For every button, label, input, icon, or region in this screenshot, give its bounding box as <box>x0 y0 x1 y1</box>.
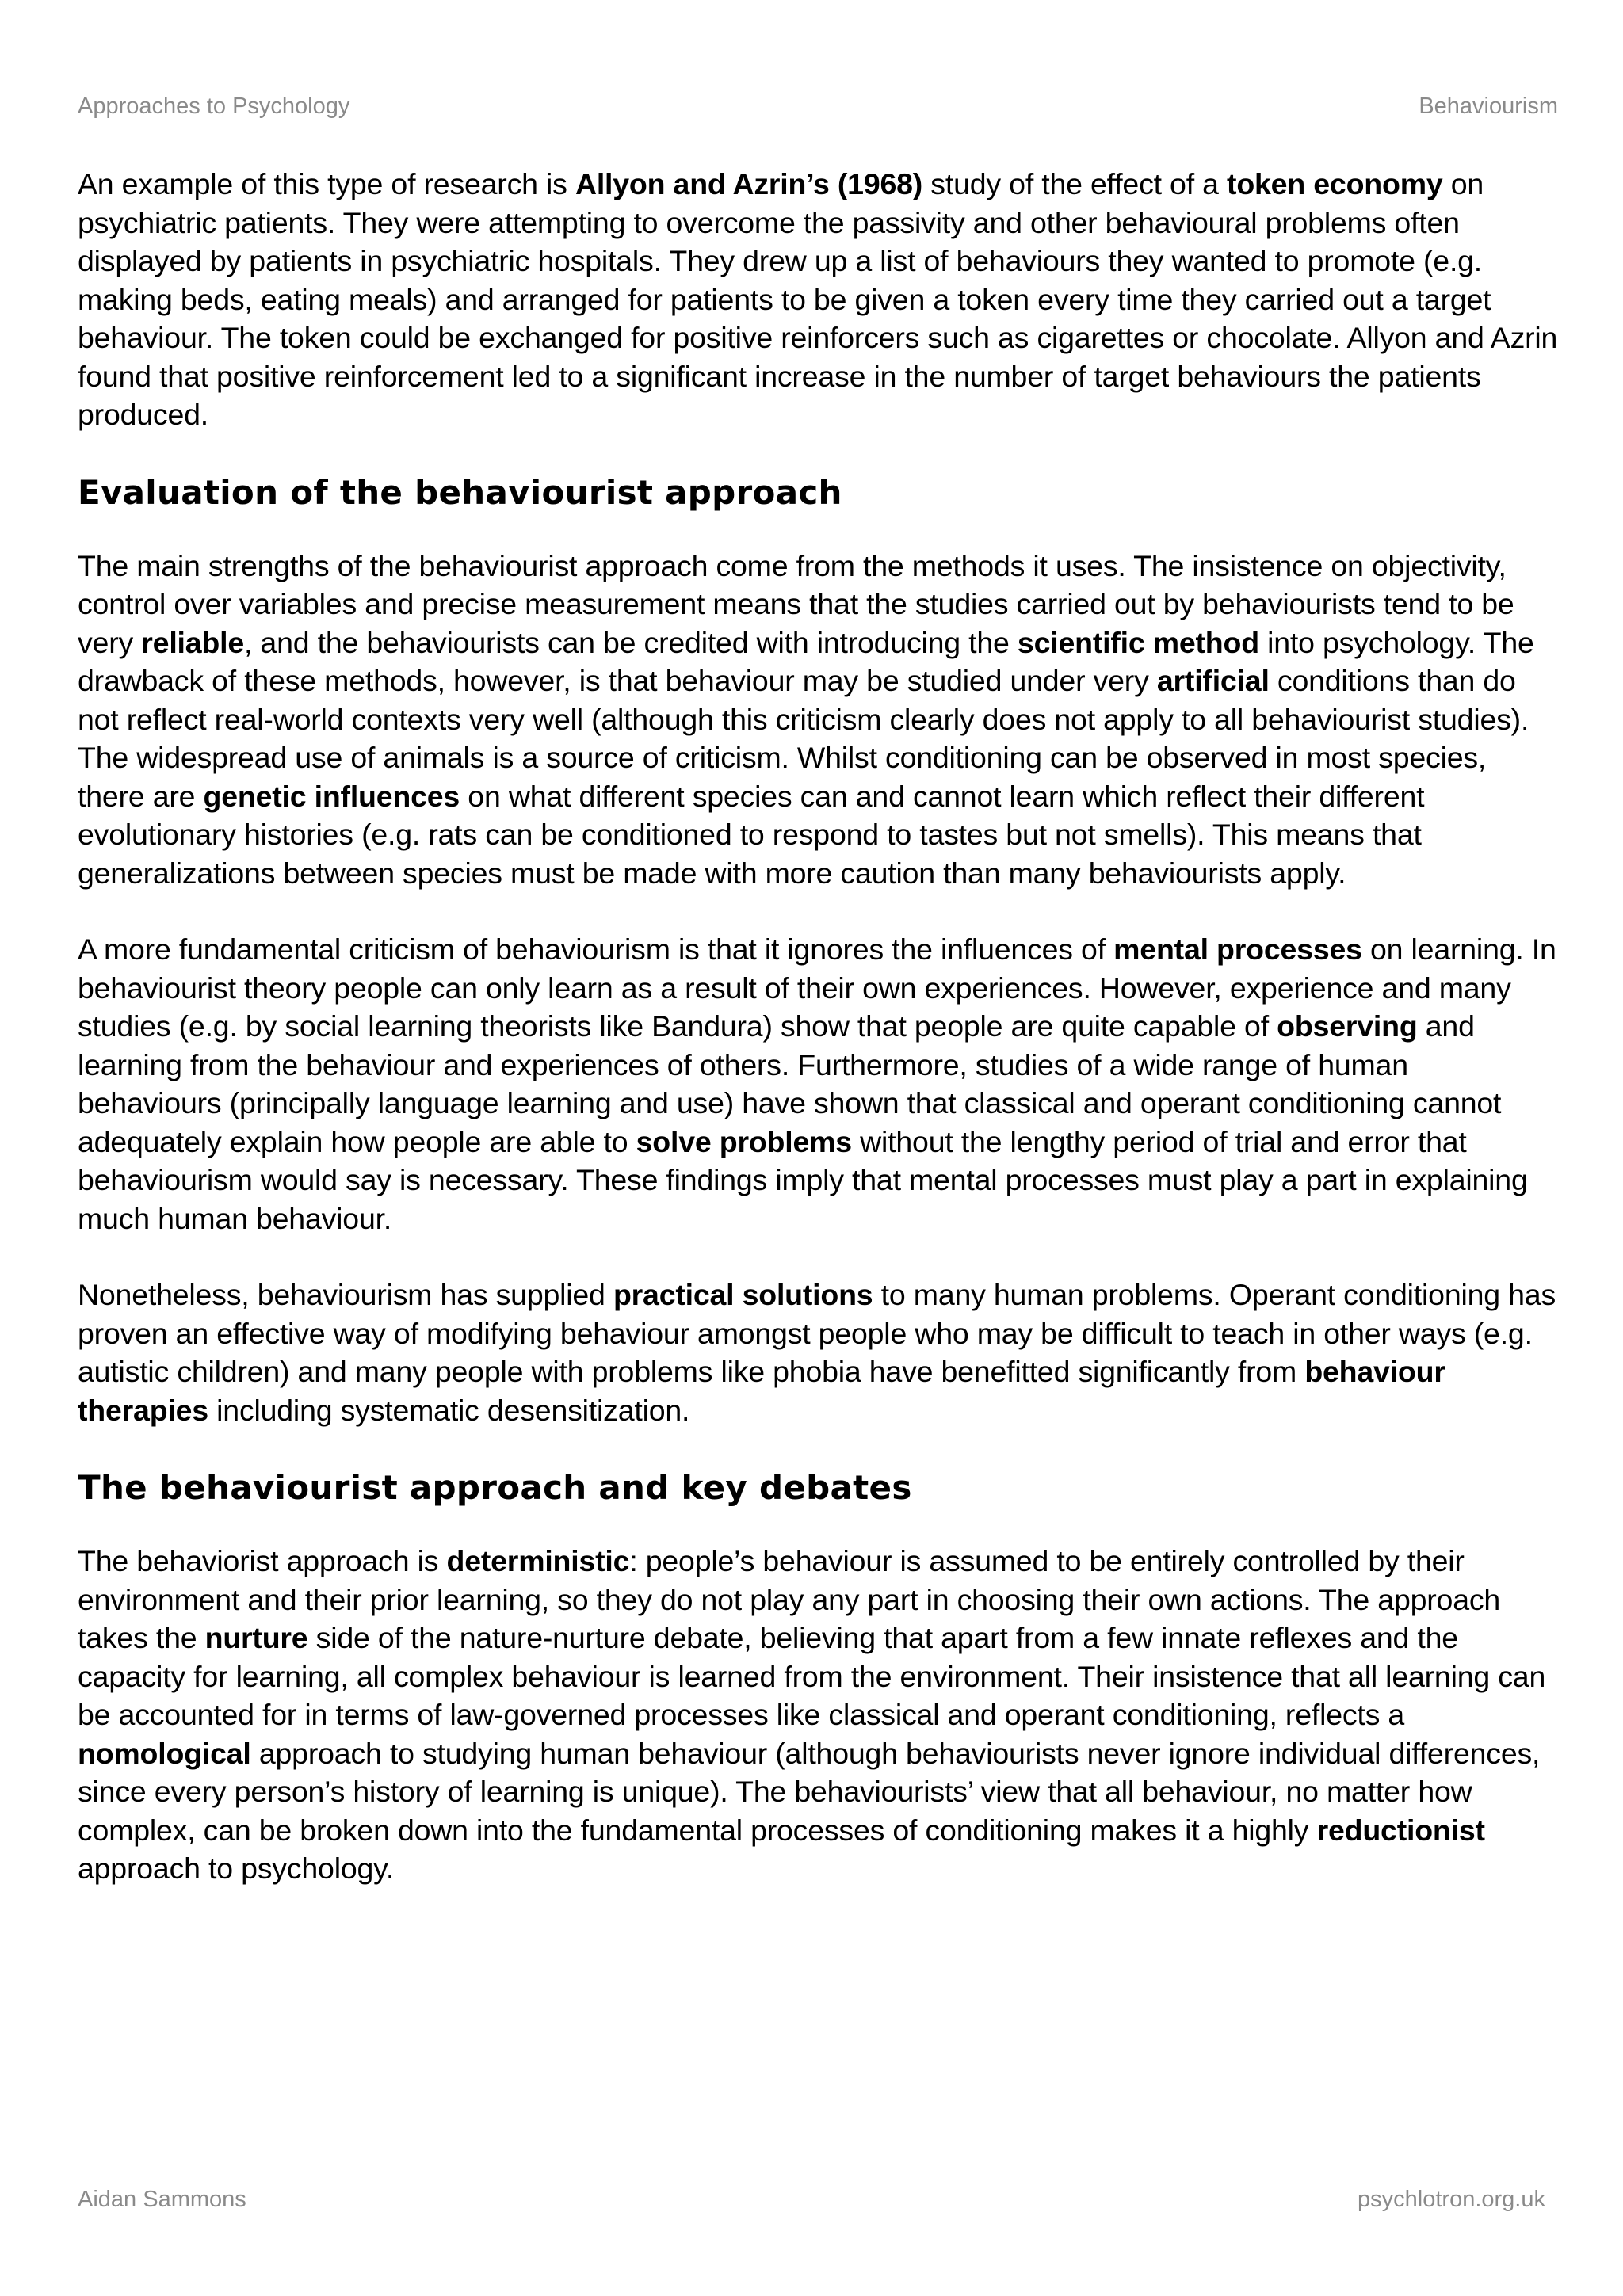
text-run: on what different species can and cannot learn which reflect their different evolutionary histories (e.g. rats can be conditioned to respond to tastes but not smells). This means that generalizations between species must be made with more caution than many behaviourists apply. <box>78 779 1425 890</box>
text-run: side of the nature-nurture debate, believing that apart from a few innate reflexes and the capacity for learning, all complex behaviour is learned from the environment. Their insistence that all learning can be accounted for in terms of law-governed processes like classical and operant conditioning, reflects a <box>78 1621 1546 1731</box>
paragraph-mental-processes <box>78 930 1560 1238</box>
text-run: on learning. In behaviourist theory people can only learn as a result of their own experiences. However, experience and many studies (e.g. by social learning theorists like Bandura) show that people are quite capable of <box>78 933 1556 1043</box>
text-run: and learning from the behaviour and experiences of others. Furthermore, studies of a wide range of human behaviours (principally language learning and use) have shown that classical and operant conditioning cannot adequately explain how people are able to <box>78 1009 1502 1158</box>
paragraph-key-debates <box>78 1542 1560 1888</box>
header-topic-title: Behaviourism <box>1419 93 1558 119</box>
header-course-title: Approaches to Psychology <box>78 93 350 119</box>
bold-term: practical solutions <box>613 1278 873 1311</box>
text-run: An example of this type of research is <box>78 167 575 200</box>
text-run: without the lengthy period of trial and error that behaviourism would say is necessary. These findings imply that mental processes must play a part in explaining much human behaviour. <box>78 1124 1528 1235</box>
text-run: approach to psychology. <box>78 1852 395 1885</box>
text-run: Nonetheless, behaviourism has supplied <box>78 1278 613 1311</box>
paragraph-token-economy <box>78 165 1560 434</box>
heading-evaluation: Evaluation of the behaviourist approach <box>78 472 842 512</box>
bold-term: token economy <box>1227 167 1443 200</box>
bold-term: nurture <box>204 1621 308 1654</box>
text-run: : people’s behaviour is assumed to be entirely controlled by their environment and their prior learning, so they do not play any part in choosing their own actions. The approach takes the <box>78 1544 1501 1654</box>
text-run: approach to studying human behaviour (although behaviourists never ignore individual differences, since every person’s history of learning is unique). The behaviourists’ view that all behaviour, no matter how complex, can be broken down into the fundamental processes of conditioning makes it a highly <box>78 1736 1541 1847</box>
heading-key-debates: The behaviourist approach and key debates <box>78 1468 912 1507</box>
text-run: , and the behaviourists can be credited with introducing the <box>244 625 1018 659</box>
bold-term: artificial <box>1156 664 1270 697</box>
bold-term: nomological <box>78 1736 251 1770</box>
document-body <box>78 165 1560 1926</box>
text-run: on psychiatric patients. They were attempting to overcome the passivity and other behavioural problems often displayed by patients in psychiatric hospitals. They drew up a list of behaviours they wanted to promote (e.g. making beds, eating meals) and arranged for patients to be given a token every time they carried out a target behaviour. The token could be exchanged for positive reinforcers such as cigarettes or chocolate. Allyon and Azrin found that positive reinforcement led to a significant increase in the number of target behaviours the patients produced. <box>78 167 1558 431</box>
text-run: The main strengths of the behaviourist approach come from the methods it uses. The insistence on objectivity, control over variables and precise measurement means that the studies carried out by behaviourists tend to be very <box>78 548 1514 659</box>
text-run: into psychology. The drawback of these methods, however, is that behaviour may be studied under very <box>78 625 1534 697</box>
text-run: conditions than do not reflect real-world contexts very well (although this criticism clearly does not apply to all behaviourist studies). The widespread use of animals is a source of criticism. Whilst conditioning can be observed in most species, there are <box>78 664 1529 813</box>
bold-term: reductionist <box>1316 1813 1485 1847</box>
bold-term: Allyon and Azrin’s (1968) <box>575 167 923 200</box>
running-footer <box>78 2187 1545 2218</box>
text-run: study of the effect of a <box>922 167 1228 200</box>
bold-term: solve problems <box>636 1124 852 1158</box>
bold-term: deterministic <box>446 1544 630 1577</box>
bold-term: mental processes <box>1113 933 1362 966</box>
text-run: A more fundamental criticism of behaviourism is that it ignores the influences of <box>78 933 1114 966</box>
bold-term: genetic influences <box>203 779 460 813</box>
text-run: to many human problems. Operant conditioning has proven an effective way of modifying behaviour amongst people who may be difficult to teach in other ways (e.g. autistic children) and many people with problems like phobia have benefitted significantly from <box>78 1278 1556 1388</box>
footer-website: psychlotron.org.uk <box>1358 2187 1545 2212</box>
bold-term: observing <box>1277 1009 1418 1043</box>
running-header <box>78 93 1558 125</box>
paragraph-practical-solutions <box>78 1276 1560 1429</box>
bold-term: scientific method <box>1017 625 1259 659</box>
text-run: The behaviorist approach is <box>78 1544 447 1577</box>
bold-term: behaviour therapies <box>78 1355 1445 1427</box>
bold-term: reliable <box>141 625 244 659</box>
footer-author: Aidan Sammons <box>78 2187 246 2212</box>
paragraph-strengths <box>78 547 1560 893</box>
text-run: including systematic desensitization. <box>208 1393 690 1427</box>
